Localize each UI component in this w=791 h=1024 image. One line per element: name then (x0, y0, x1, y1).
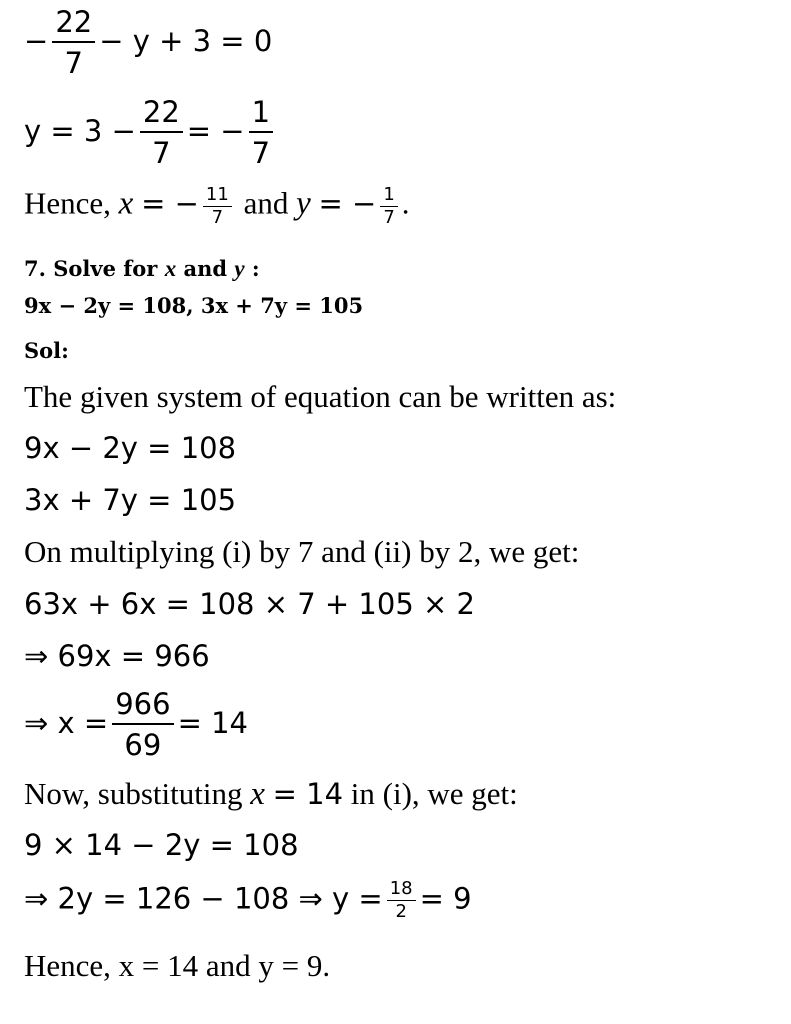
numerator: 18 (387, 880, 416, 901)
var-x: x (118, 185, 134, 222)
numerator: 22 (140, 98, 183, 133)
equation-lhs: ⇒ 2y = 126 − 108 ⇒ y = (24, 881, 383, 916)
numerator: 966 (112, 690, 173, 725)
equation-lhs: y = 3 − (24, 114, 136, 148)
denominator: 7 (383, 207, 395, 228)
numerator: 1 (380, 186, 397, 207)
equation-i: 9x − 2y = 108 (24, 431, 237, 465)
var-y: y (234, 256, 245, 281)
x-fraction-line (24, 687, 248, 762)
fraction-11-7 (203, 186, 232, 227)
var-x: x (164, 256, 177, 281)
value-14: = 14 (272, 777, 344, 811)
multiply-text: On multiplying (i) by 7 and (ii) by 2, we get: (24, 534, 580, 569)
equation-line-2 (24, 95, 277, 170)
numerator: 22 (52, 8, 95, 43)
numerator: 11 (203, 186, 232, 207)
final-answer: Hence, x = 14 and y = 9. (24, 948, 331, 983)
period: . (401, 185, 410, 221)
fraction-22-7 (52, 5, 95, 80)
fraction-1-7 (380, 186, 397, 227)
denominator: 69 (124, 728, 162, 762)
colon: : (251, 256, 260, 281)
fraction-22-7 (140, 95, 183, 170)
denominator: 7 (251, 136, 271, 170)
var-x: x (250, 776, 265, 812)
equation-rhs: = 14 (177, 706, 248, 740)
equation-line-1 (24, 5, 273, 80)
var-y: y (296, 185, 311, 222)
equation-ii: 3x + 7y = 105 (24, 483, 237, 517)
equation-mid: = − (186, 114, 245, 148)
equals-minus: = − (318, 186, 377, 221)
minus-sign: − (24, 24, 49, 58)
question-7-equations: 9x − 2y = 108, 3x + 7y = 105 (24, 293, 364, 318)
implies-69x: ⇒ 69x = 966 (24, 639, 210, 673)
equals-minus: = − (141, 186, 199, 221)
equation-lhs: ⇒ x = (24, 706, 109, 740)
fraction-1-7 (249, 95, 273, 170)
y-fraction-line (24, 880, 472, 921)
equation-rhs: = 9 (419, 881, 472, 916)
numerator: 1 (249, 98, 273, 133)
given-text: The given system of equation can be written as: (24, 379, 617, 414)
denominator: 7 (64, 46, 83, 80)
denominator: 7 (211, 207, 224, 228)
sum-equation: 63x + 6x = 108 × 7 + 105 × 2 (24, 587, 475, 621)
hence-word: Hence, (24, 185, 111, 221)
substituting-line (24, 778, 518, 811)
fraction-966-69 (112, 687, 173, 762)
and-word: and (243, 185, 289, 221)
and-word: and (183, 256, 228, 281)
hence-line-1 (24, 186, 410, 227)
solution-label: Sol: (24, 338, 69, 363)
equation-rest: − y + 3 = 0 (99, 24, 273, 58)
denominator: 2 (395, 901, 407, 922)
question-prefix: 7. Solve for (24, 256, 158, 281)
denominator: 7 (152, 136, 171, 170)
fraction-18-2 (387, 880, 416, 921)
calc-equation: 9 × 14 − 2y = 108 (24, 828, 299, 862)
substituting-text-end: in (i), we get: (350, 776, 518, 811)
question-7-title (24, 257, 260, 280)
substituting-text: Now, substituting (24, 776, 243, 811)
